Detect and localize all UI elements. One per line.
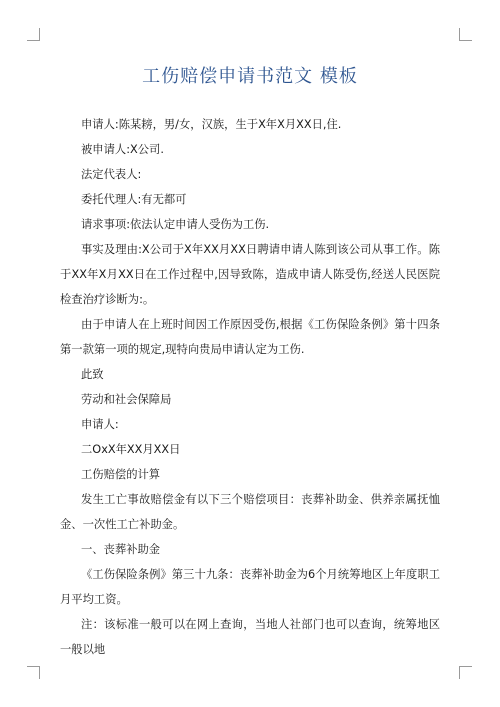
crop-mark-bottom-right <box>459 666 472 679</box>
facts-paragraph: 事实及理由:X公司于X年XX月XX日聘请申请人陈到该公司从事工作。陈于XX年X月XX日在工作过程中,因导致陈，造成申请人陈受伤,经送人民医院检查治疗诊断为:。 <box>60 243 440 306</box>
section-heading: 工伤赔偿的计算 <box>81 468 161 481</box>
signature-line: 申请人: <box>81 418 119 431</box>
applicant-line: 申请人:陈某耪，男/女，汉族，生于X年X月XX日,住. <box>81 118 342 131</box>
crop-mark-top-left <box>27 28 40 41</box>
document-title: 工伤赔偿申请书范文 模板 <box>142 66 358 87</box>
crop-mark-bottom-left <box>27 666 40 679</box>
recipient-line: 劳动和社会保障局 <box>81 393 172 406</box>
document-body <box>60 112 440 662</box>
basis-paragraph: 由于申请人在上班时间因工作原因受伤,根据《工伤保险条例》第十四条第一款第一项的规定,现特向贵局申请认定为工伤. <box>60 318 440 356</box>
legal-representative-line: 法定代表人: <box>81 168 142 181</box>
regulation-paragraph: 《工伤保险条例》第三十九条：丧葬补助金为6个月统筹地区上年度职工月平均工资。 <box>60 568 440 606</box>
crop-mark-top-right <box>459 28 472 41</box>
date-line: 二OxX年XX月XX日 <box>81 443 181 456</box>
request-line: 请求事项:依法认定申请人受伤为工伤. <box>81 218 270 231</box>
note-paragraph: 注：该标准一般可以在网上查询，当地人社部门也可以查询，统筹地区一般以地 <box>60 618 440 656</box>
agent-line: 委托代理人:有无都可 <box>81 193 187 206</box>
subsection-heading: 一、丧葬补助金 <box>81 543 161 556</box>
compensation-items-paragraph: 发生工亡事故赔偿金有以下三个赔偿项目：丧葬补助金、供养亲属抚恤金、一次性工亡补助金。 <box>60 493 440 531</box>
respondent-line: 被申请人:X公司. <box>81 143 164 156</box>
salutation-line: 此致 <box>81 368 104 381</box>
